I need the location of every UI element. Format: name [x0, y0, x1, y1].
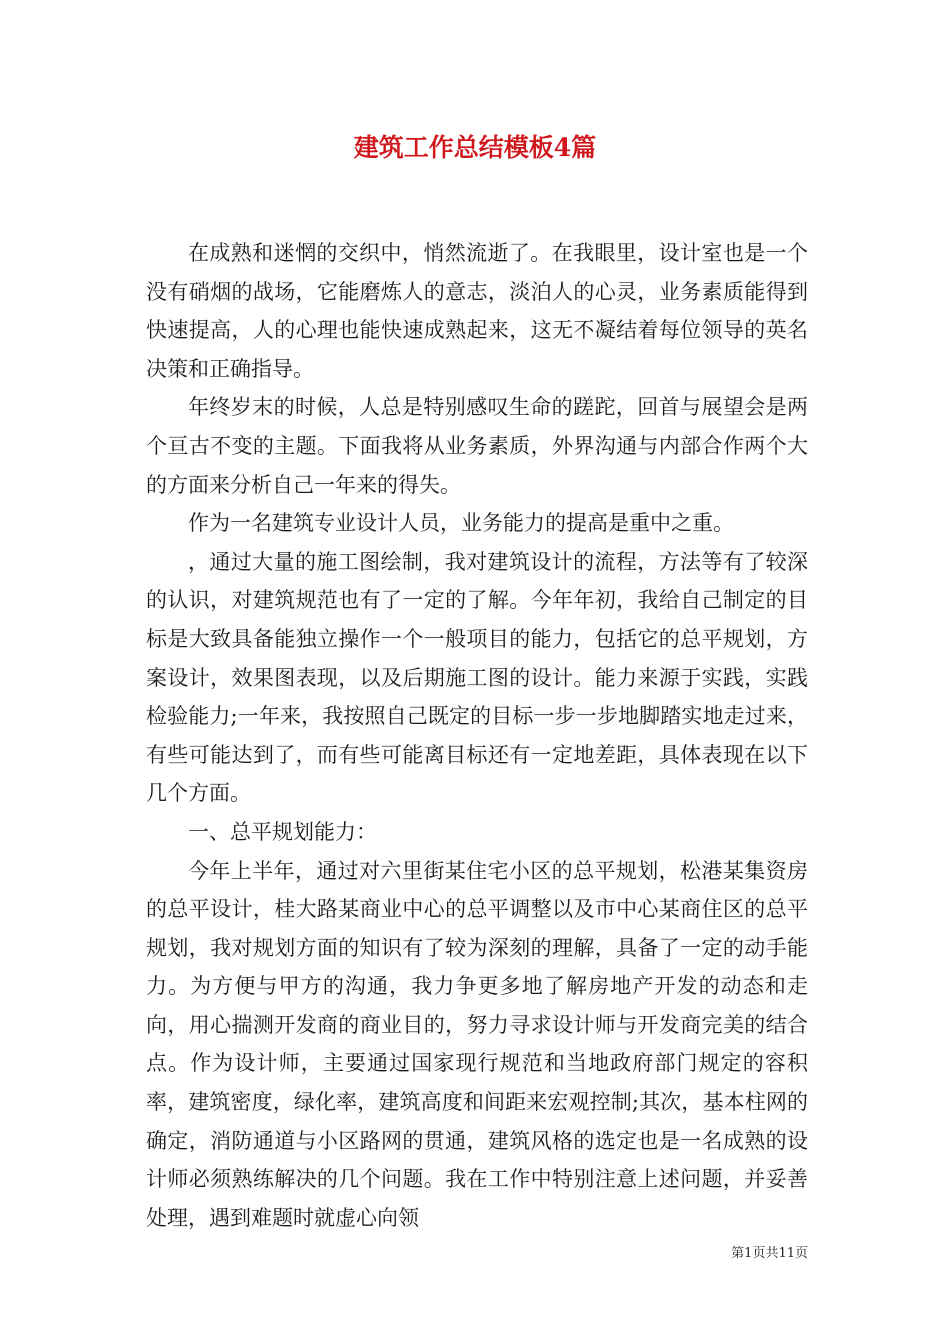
- paragraph: 作为一名建筑专业设计人员，业务能力的提高是重中之重。: [188, 511, 734, 536]
- paragraph: ，通过大量的施工图绘制，我对建筑设计的流程，方法等有了较深的认识，对建筑规范也有了一定的了解。今年年初，我给自己制定的目标是大致具备能独立操作一个一般项目的能力，包括它的总平规划，方案设计，效果图表现，以及后期施工图的设计。能力来源于实践，实践检验能力;一年来，我按照自己既定的目标一步一步地脚踏实地走过来，有些可能达到了，而有些可能离目标还有一定地差距，具体表现在以下几个方面。: [146, 549, 808, 806]
- paragraph: 在成熟和迷惘的交织中，悄然流逝了。在我眼里，设计室也是一个没有硝烟的战场，它能磨炼人的意志，淡泊人的心灵，业务素质能得到快速提高，人的心理也能快速成熟起来，这无不凝结着每位领导的英名决策和正确指导。: [146, 241, 808, 381]
- document-body: [146, 234, 808, 1237]
- paragraph: 今年上半年，通过对六里街某住宅小区的总平规划，松港某集资房的总平设计，桂大路某商业中心的总平调整以及市中心某商住区的总平规划，我对规划方面的知识有了较为深刻的理解，具备了一定的动手能力。为方便与甲方的沟通，我力争更多地了解房地产开发的动态和走向，用心揣测开发商的商业目的，努力寻求设计师与开发商完美的结合点。作为设计师，主要通过国家现行规范和当地政府部门规定的容积率，建筑密度，绿化率，建筑高度和间距来宏观控制;其次，基本柱网的确定，消防通道与小区路网的贯通，建筑风格的选定也是一名成熟的设计师必须熟练解决的几个问题。我在工作中特别注意上述问题，并妥善处理，遇到难题时就虚心向领: [146, 858, 808, 1230]
- paragraph: 年终岁末的时候，人总是特别感叹生命的蹉跎，回首与展望会是两个亘古不变的主题。下面我将从业务素质，外界沟通与内部合作两个大的方面来分析自己一年来的得失。: [146, 395, 808, 497]
- page-number: 第1页共11页: [731, 1246, 808, 1261]
- section-heading: 一、总平规划能力：: [188, 819, 377, 844]
- document-title: 建筑工作总结模板4篇: [353, 133, 597, 162]
